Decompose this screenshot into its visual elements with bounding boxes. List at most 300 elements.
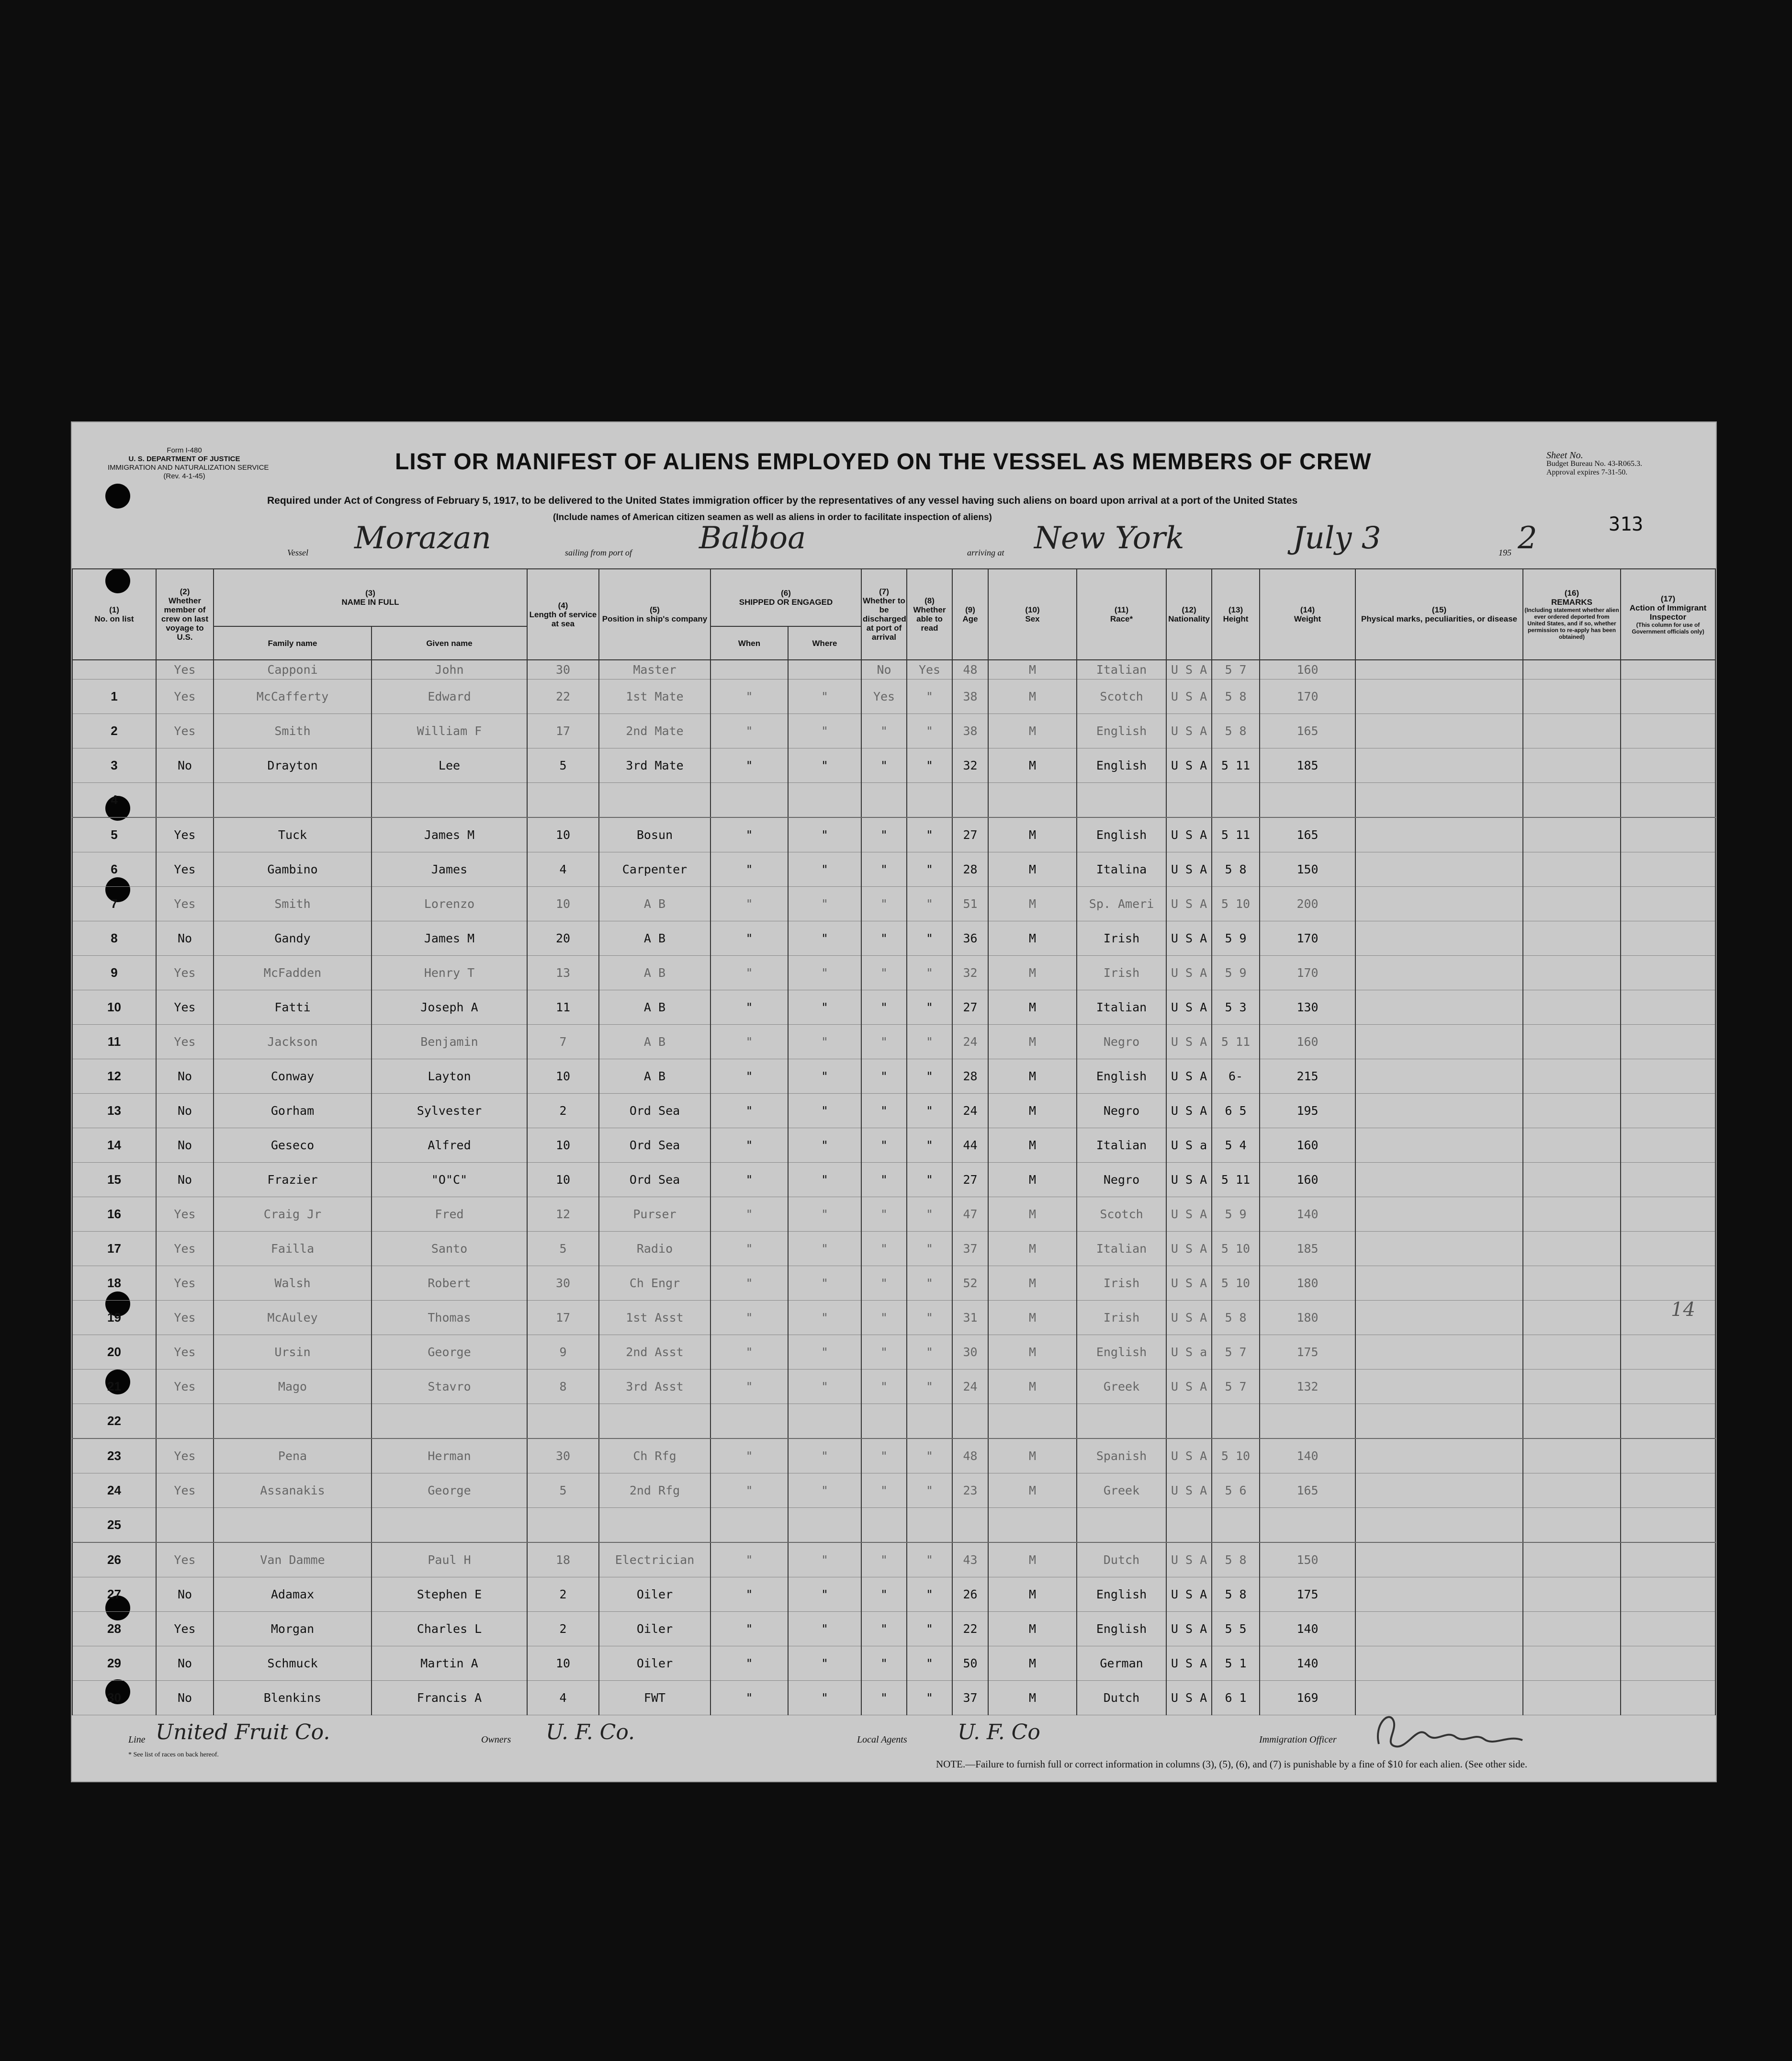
height-cell: 5 9	[1212, 921, 1260, 955]
shipped-when-cell: "	[710, 886, 788, 921]
height-cell: 5 11	[1212, 748, 1260, 782]
table-row	[72, 1507, 1715, 1542]
sex-cell: M	[988, 1335, 1077, 1369]
col-position: (5) Position in ship's company	[599, 569, 710, 660]
nationality-cell: U S A	[1166, 1646, 1212, 1680]
age-cell: 27	[952, 1162, 988, 1197]
row-number-cell: 10	[72, 990, 156, 1024]
nationality-cell: U S A	[1166, 1542, 1212, 1577]
weight-cell: 165	[1260, 713, 1355, 748]
able-to-read-cell: "	[907, 713, 952, 748]
shipped-where-cell: "	[788, 886, 861, 921]
shipped-when-cell: "	[710, 1473, 788, 1507]
age-cell: 38	[952, 713, 988, 748]
table-row	[72, 1197, 1715, 1231]
weight-cell: 132	[1260, 1369, 1355, 1404]
action-cell	[1621, 1577, 1715, 1611]
remarks-cell	[1523, 1128, 1621, 1162]
sex-cell: M	[988, 1473, 1077, 1507]
action-cell	[1621, 1231, 1715, 1266]
shipped-where-cell: "	[788, 1231, 861, 1266]
length-of-service-cell: 13	[527, 955, 599, 990]
nationality-cell: U S A	[1166, 990, 1212, 1024]
height-cell: 5 8	[1212, 1300, 1260, 1335]
action-cell	[1621, 1300, 1715, 1335]
discharged-cell: "	[861, 1197, 907, 1231]
shipped-where-cell: "	[788, 713, 861, 748]
physical-cell	[1355, 1404, 1523, 1438]
family-name-cell	[214, 1507, 372, 1542]
given-name-cell: Layton	[372, 1059, 527, 1093]
remarks-cell	[1523, 660, 1621, 679]
nationality-cell: U S A	[1166, 1611, 1212, 1646]
shipped-when-cell: "	[710, 1611, 788, 1646]
length-of-service-cell: 30	[527, 1266, 599, 1300]
length-of-service-cell: 2	[527, 1577, 599, 1611]
table-row	[72, 1646, 1715, 1680]
height-cell: 5 10	[1212, 1231, 1260, 1266]
able-to-read-cell: "	[907, 1024, 952, 1059]
race-cell: Spanish	[1077, 1438, 1166, 1473]
agents-label: Local Agents	[857, 1734, 907, 1745]
given-name-cell: George	[372, 1473, 527, 1507]
action-cell	[1621, 990, 1715, 1024]
race-cell: Scotch	[1077, 679, 1166, 713]
height-cell: 5 9	[1212, 1197, 1260, 1231]
manifest-document	[71, 421, 1717, 1782]
height-cell: 5 5	[1212, 1611, 1260, 1646]
family-name-cell: Van Damme	[214, 1542, 372, 1577]
family-name-cell: Gambino	[214, 852, 372, 886]
physical-cell	[1355, 1335, 1523, 1369]
position-cell: A B	[599, 921, 710, 955]
col-where: Where	[788, 626, 861, 660]
age-cell: 47	[952, 1197, 988, 1231]
row-number-cell: 5	[72, 817, 156, 852]
physical-cell	[1355, 1611, 1523, 1646]
height-cell: 5 4	[1212, 1128, 1260, 1162]
nationality-cell: U S A	[1166, 955, 1212, 990]
able-to-read-cell: "	[907, 1369, 952, 1404]
position-cell: 2nd Asst	[599, 1335, 710, 1369]
crew-table-wrap	[72, 568, 1716, 1715]
shipped-where-cell: "	[788, 1473, 861, 1507]
action-cell	[1621, 1507, 1715, 1542]
shipped-where-cell: "	[788, 1059, 861, 1093]
given-name-cell: Benjamin	[372, 1024, 527, 1059]
length-of-service-cell: 10	[527, 886, 599, 921]
given-name-cell: "O"C"	[372, 1162, 527, 1197]
weight-cell: 140	[1260, 1438, 1355, 1473]
able-to-read-cell: "	[907, 886, 952, 921]
sex-cell	[988, 1404, 1077, 1438]
position-cell: Carpenter	[599, 852, 710, 886]
able-to-read-cell: "	[907, 1300, 952, 1335]
physical-cell	[1355, 955, 1523, 990]
position-cell: A B	[599, 955, 710, 990]
table-row	[72, 921, 1715, 955]
sex-cell: M	[988, 852, 1077, 886]
row-number-cell: 21	[72, 1369, 156, 1404]
crew-status-cell: Yes	[156, 713, 214, 748]
sex-cell: M	[988, 1680, 1077, 1715]
table-row	[72, 1438, 1715, 1473]
height-cell: 5 7	[1212, 660, 1260, 679]
given-name-cell: John	[372, 660, 527, 679]
action-cell	[1621, 1024, 1715, 1059]
required-statement: Required under Act of Congress of February 5, 1917, to be delivered to the United States immigration officer by the representatives of any vessel having such aliens on board upon arrival at a port of the United States	[267, 495, 1298, 506]
col-sex: (10) Sex	[988, 569, 1077, 660]
sailing-port: Balboa	[699, 521, 806, 556]
able-to-read-cell: "	[907, 1059, 952, 1093]
nationality-cell: U S A	[1166, 679, 1212, 713]
remarks-cell	[1523, 1266, 1621, 1300]
able-to-read-cell: "	[907, 817, 952, 852]
given-name-cell: Edward	[372, 679, 527, 713]
table-row	[72, 1404, 1715, 1438]
family-name-cell: McFadden	[214, 955, 372, 990]
race-cell: Greek	[1077, 1369, 1166, 1404]
weight-cell: 140	[1260, 1611, 1355, 1646]
race-cell: Italina	[1077, 852, 1166, 886]
height-cell: 5 8	[1212, 1542, 1260, 1577]
discharged-cell: "	[861, 1266, 907, 1300]
crew-status-cell: No	[156, 1059, 214, 1093]
owners-label: Owners	[481, 1734, 511, 1745]
shipped-when-cell: "	[710, 1059, 788, 1093]
remarks-cell	[1523, 1473, 1621, 1507]
nationality-cell	[1166, 782, 1212, 817]
row-number-cell: 24	[72, 1473, 156, 1507]
action-cell	[1621, 955, 1715, 990]
table-row	[72, 1093, 1715, 1128]
length-of-service-cell	[527, 1507, 599, 1542]
length-of-service-cell: 20	[527, 921, 599, 955]
remarks-cell	[1523, 990, 1621, 1024]
position-cell: A B	[599, 1059, 710, 1093]
col-age: (9) Age	[952, 569, 988, 660]
position-cell: A B	[599, 886, 710, 921]
able-to-read-cell: "	[907, 1128, 952, 1162]
remarks-cell	[1523, 713, 1621, 748]
discharged-cell: "	[861, 1369, 907, 1404]
given-name-cell: Lorenzo	[372, 886, 527, 921]
action-cell	[1621, 660, 1715, 679]
remarks-cell	[1523, 1577, 1621, 1611]
crew-status-cell: Yes	[156, 1369, 214, 1404]
discharged-cell: "	[861, 1438, 907, 1473]
nationality-cell: U S A	[1166, 1266, 1212, 1300]
weight-cell	[1260, 1507, 1355, 1542]
age-cell: 52	[952, 1266, 988, 1300]
crew-status-cell: Yes	[156, 955, 214, 990]
arriving-label: arriving at	[967, 548, 1004, 557]
form-service: IMMIGRATION AND NATURALIZATION SERVICE	[108, 464, 269, 472]
crew-status-cell	[156, 1507, 214, 1542]
nationality-cell: U S A	[1166, 1059, 1212, 1093]
given-name-cell: William F	[372, 713, 527, 748]
discharged-cell: "	[861, 1128, 907, 1162]
height-cell: 5 3	[1212, 990, 1260, 1024]
crew-status-cell: No	[156, 1128, 214, 1162]
race-cell: Scotch	[1077, 1197, 1166, 1231]
weight-cell: 175	[1260, 1577, 1355, 1611]
remarks-cell	[1523, 1611, 1621, 1646]
col-race: (11) Race*	[1077, 569, 1166, 660]
able-to-read-cell: "	[907, 748, 952, 782]
row-number-cell: 29	[72, 1646, 156, 1680]
shipped-where-cell: "	[788, 1162, 861, 1197]
sex-cell: M	[988, 817, 1077, 852]
race-cell: Irish	[1077, 955, 1166, 990]
nationality-cell: U S A	[1166, 1680, 1212, 1715]
height-cell: 5 7	[1212, 1369, 1260, 1404]
fine-note: NOTE.—Failure to furnish full or correct information in columns (3), (5), (6), and (7) is punishable by a fine of $10 for each alien. (See other side.	[936, 1758, 1528, 1770]
table-row	[72, 1473, 1715, 1507]
position-cell: Oiler	[599, 1611, 710, 1646]
discharged-cell: "	[861, 1162, 907, 1197]
family-name-cell: Morgan	[214, 1611, 372, 1646]
given-name-cell	[372, 1404, 527, 1438]
weight-cell: 150	[1260, 852, 1355, 886]
action-cell	[1621, 921, 1715, 955]
year-prefix: 195	[1499, 548, 1511, 557]
age-cell: 23	[952, 1473, 988, 1507]
length-of-service-cell: 30	[527, 660, 599, 679]
age-cell	[952, 782, 988, 817]
physical-cell	[1355, 1024, 1523, 1059]
sex-cell: M	[988, 1542, 1077, 1577]
sex-cell: M	[988, 921, 1077, 955]
sex-cell: M	[988, 1128, 1077, 1162]
action-cell	[1621, 886, 1715, 921]
action-cell	[1621, 679, 1715, 713]
able-to-read-cell: "	[907, 921, 952, 955]
col-no: (1) No. on list	[72, 569, 156, 660]
officer-label: Immigration Officer	[1259, 1734, 1337, 1745]
length-of-service-cell: 10	[527, 1162, 599, 1197]
age-cell: 28	[952, 1059, 988, 1093]
sex-cell: M	[988, 679, 1077, 713]
crew-status-cell: No	[156, 921, 214, 955]
weight-cell: 140	[1260, 1197, 1355, 1231]
age-cell: 24	[952, 1024, 988, 1059]
given-name-cell	[372, 782, 527, 817]
position-cell: Ord Sea	[599, 1093, 710, 1128]
family-name-cell: Ursin	[214, 1335, 372, 1369]
discharged-cell: "	[861, 1335, 907, 1369]
age-cell	[952, 1507, 988, 1542]
race-cell: English	[1077, 817, 1166, 852]
shipped-where-cell: "	[788, 1577, 861, 1611]
height-cell: 5 6	[1212, 1473, 1260, 1507]
weight-cell: 180	[1260, 1266, 1355, 1300]
given-name-cell: James	[372, 852, 527, 886]
discharged-cell: "	[861, 1024, 907, 1059]
row-number-cell: 23	[72, 1438, 156, 1473]
age-cell: 37	[952, 1680, 988, 1715]
height-cell: 5 11	[1212, 817, 1260, 852]
action-cell	[1621, 1059, 1715, 1093]
family-name-cell: Mago	[214, 1369, 372, 1404]
remarks-cell	[1523, 955, 1621, 990]
agents-value: U. F. Co	[958, 1720, 1040, 1744]
given-name-cell: Thomas	[372, 1300, 527, 1335]
weight-cell: 170	[1260, 921, 1355, 955]
sex-cell: M	[988, 1577, 1077, 1611]
able-to-read-cell	[907, 1404, 952, 1438]
weight-cell: 170	[1260, 955, 1355, 990]
nationality-cell: U S A	[1166, 713, 1212, 748]
physical-cell	[1355, 1438, 1523, 1473]
length-of-service-cell: 11	[527, 990, 599, 1024]
table-row	[72, 679, 1715, 713]
row-number-cell: 4	[72, 782, 156, 817]
nationality-cell: U S A	[1166, 886, 1212, 921]
shipped-where-cell	[788, 1404, 861, 1438]
nationality-cell: U S A	[1166, 1231, 1212, 1266]
age-cell: 48	[952, 1438, 988, 1473]
weight-cell: 185	[1260, 1231, 1355, 1266]
age-cell: 32	[952, 955, 988, 990]
shipped-when-cell	[710, 660, 788, 679]
row-number-cell: 27	[72, 1577, 156, 1611]
family-name-cell: McCafferty	[214, 679, 372, 713]
length-of-service-cell: 17	[527, 1300, 599, 1335]
nationality-cell: U S A	[1166, 1162, 1212, 1197]
shipped-when-cell: "	[710, 1542, 788, 1577]
table-row	[72, 1369, 1715, 1404]
sex-cell: M	[988, 660, 1077, 679]
length-of-service-cell: 10	[527, 1128, 599, 1162]
able-to-read-cell: "	[907, 1577, 952, 1611]
weight-cell: 160	[1260, 660, 1355, 679]
physical-cell	[1355, 1646, 1523, 1680]
sex-cell: M	[988, 1231, 1077, 1266]
shipped-where-cell: "	[788, 1611, 861, 1646]
form-rev: (Rev. 4-1-45)	[163, 472, 205, 480]
length-of-service-cell: 10	[527, 817, 599, 852]
able-to-read-cell: "	[907, 679, 952, 713]
row-number-cell: 13	[72, 1093, 156, 1128]
crew-status-cell: Yes	[156, 1611, 214, 1646]
discharged-cell: "	[861, 1473, 907, 1507]
position-cell: Oiler	[599, 1577, 710, 1611]
given-name-cell: George	[372, 1335, 527, 1369]
position-cell: A B	[599, 1024, 710, 1059]
row-number-cell: 2	[72, 713, 156, 748]
col-physical: (15) Physical marks, peculiarities, or disease	[1355, 569, 1523, 660]
table-row	[72, 886, 1715, 921]
length-of-service-cell: 12	[527, 1197, 599, 1231]
shipped-where-cell: "	[788, 1335, 861, 1369]
action-cell	[1621, 1404, 1715, 1438]
table-row	[72, 1577, 1715, 1611]
col-service: (4) Length of service at sea	[527, 569, 599, 660]
given-name-cell: Stavro	[372, 1369, 527, 1404]
position-cell: Electrician	[599, 1542, 710, 1577]
position-cell: 3rd Mate	[599, 748, 710, 782]
row-number-cell: 15	[72, 1162, 156, 1197]
col-crew: (2) Whether member of crew on last voyage to U.S.	[156, 569, 214, 660]
shipped-when-cell: "	[710, 817, 788, 852]
family-name-cell: Drayton	[214, 748, 372, 782]
height-cell	[1212, 1404, 1260, 1438]
discharged-cell: No	[861, 660, 907, 679]
row-number-cell: 26	[72, 1542, 156, 1577]
nationality-cell: U S A	[1166, 817, 1212, 852]
nationality-cell: U S A	[1166, 1300, 1212, 1335]
shipped-where-cell: "	[788, 990, 861, 1024]
shipped-when-cell	[710, 1507, 788, 1542]
physical-cell	[1355, 1542, 1523, 1577]
table-row	[72, 1266, 1715, 1300]
family-name-cell: Capponi	[214, 660, 372, 679]
crew-status-cell: Yes	[156, 1197, 214, 1231]
discharged-cell: "	[861, 1542, 907, 1577]
physical-cell	[1355, 1197, 1523, 1231]
col-remarks: (16) REMARKS (Including statement whether alien ever ordered deported from United States, and if so, whether permission to re-apply has been obtained)	[1523, 569, 1621, 660]
crew-status-cell: Yes	[156, 1335, 214, 1369]
physical-cell	[1355, 713, 1523, 748]
shipped-where-cell: "	[788, 1542, 861, 1577]
sex-cell: M	[988, 1646, 1077, 1680]
physical-cell	[1355, 1300, 1523, 1335]
margin-mark: 14	[1671, 1299, 1695, 1321]
sex-cell: M	[988, 1197, 1077, 1231]
family-name-cell: Gandy	[214, 921, 372, 955]
shipped-when-cell: "	[710, 1335, 788, 1369]
shipped-when-cell: "	[710, 1128, 788, 1162]
action-cell	[1621, 852, 1715, 886]
position-cell	[599, 1507, 710, 1542]
given-name-cell: Martin A	[372, 1646, 527, 1680]
row-number-cell: 19	[72, 1300, 156, 1335]
shipped-when-cell: "	[710, 1197, 788, 1231]
given-name-cell: Alfred	[372, 1128, 527, 1162]
shipped-where-cell: "	[788, 1197, 861, 1231]
given-name-cell: Paul H	[372, 1542, 527, 1577]
length-of-service-cell: 10	[527, 1646, 599, 1680]
height-cell: 5 10	[1212, 886, 1260, 921]
shipped-where-cell: "	[788, 1680, 861, 1715]
col-nationality: (12) Nationality	[1166, 569, 1212, 660]
race-cell: Dutch	[1077, 1680, 1166, 1715]
sex-cell: M	[988, 955, 1077, 990]
nationality-cell	[1166, 1404, 1212, 1438]
discharged-cell: "	[861, 886, 907, 921]
row-number-cell	[72, 660, 156, 679]
given-name-cell: Stephen E	[372, 1577, 527, 1611]
height-cell: 5 8	[1212, 1577, 1260, 1611]
family-name-cell: Tuck	[214, 817, 372, 852]
physical-cell	[1355, 886, 1523, 921]
nationality-cell: U S A	[1166, 1473, 1212, 1507]
line-value: United Fruit Co.	[156, 1720, 330, 1744]
crew-status-cell: No	[156, 1577, 214, 1611]
able-to-read-cell: "	[907, 1093, 952, 1128]
given-name-cell: Lee	[372, 748, 527, 782]
shipped-when-cell: "	[710, 679, 788, 713]
table-row	[72, 748, 1715, 782]
nationality-cell: U S A	[1166, 1438, 1212, 1473]
length-of-service-cell: 4	[527, 852, 599, 886]
weight-cell: 160	[1260, 1162, 1355, 1197]
crew-status-cell: Yes	[156, 852, 214, 886]
col-weight: (14) Weight	[1260, 569, 1355, 660]
age-cell: 22	[952, 1611, 988, 1646]
weight-cell	[1260, 1404, 1355, 1438]
